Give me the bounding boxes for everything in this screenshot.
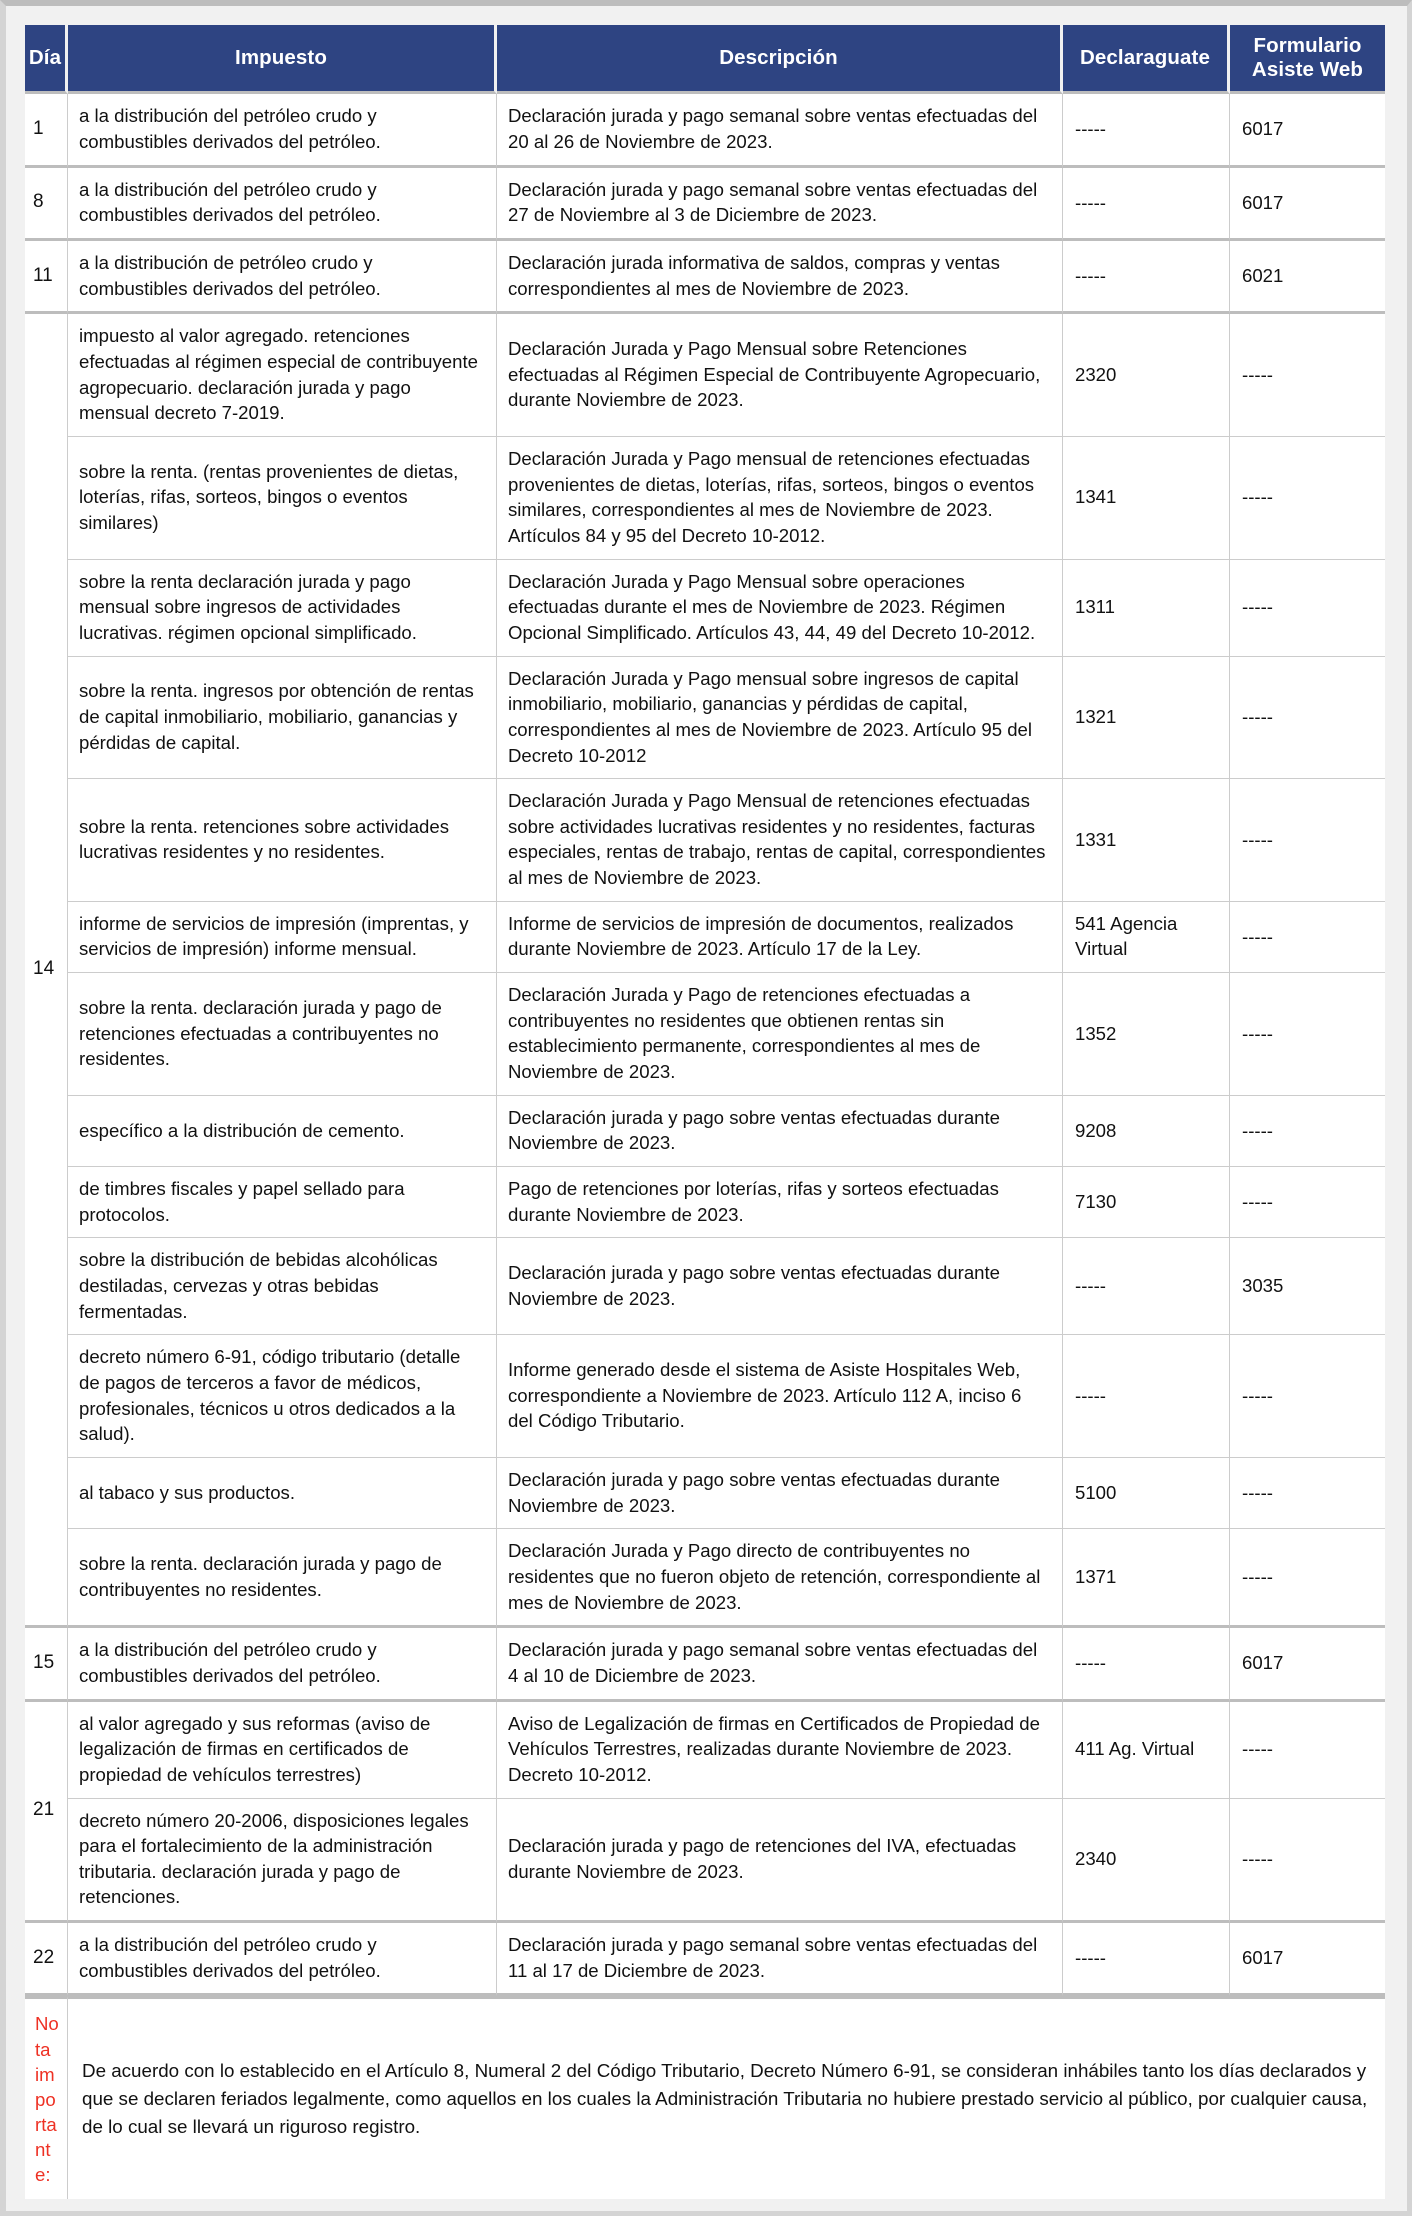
cell-declaraguate: ----- <box>1063 94 1230 167</box>
cell-impuesto: a la distribución del petróleo crudo y combustibles derivados del petróleo. <box>68 94 497 167</box>
cell-declaraguate: 541 Agencia Virtual <box>1063 902 1230 973</box>
cell-impuesto: sobre la renta. (rentas provenientes de dietas, loterías, rifas, sorteos, bingos o eventos similares) <box>68 437 497 560</box>
cell-descripcion: Declaración jurada y pago sobre ventas efectuadas durante Noviembre de 2023. <box>497 1458 1063 1529</box>
cell-formulario: 6021 <box>1230 241 1385 314</box>
table-row <box>25 241 1385 314</box>
column-header-dia: Día <box>25 25 68 94</box>
table-body <box>25 94 1385 2199</box>
cell-descripcion: Informe de servicios de impresión de documentos, realizados durante Noviembre de 2023. Artículo 17 de la Ley. <box>497 902 1063 973</box>
cell-declaraguate: 2320 <box>1063 314 1230 437</box>
page-inner <box>6 6 1407 2211</box>
tax-calendar-table <box>25 25 1385 2199</box>
cell-declaraguate: 1311 <box>1063 560 1230 657</box>
cell-formulario: 6017 <box>1230 1628 1385 1701</box>
cell-impuesto: impuesto al valor agregado. retenciones efectuadas al régimen especial de contribuyente agropecuario. declaración jurada y pago mensual decreto 7-2019. <box>68 314 497 437</box>
table-row <box>25 1335 1385 1458</box>
cell-formulario: ----- <box>1230 779 1385 902</box>
cell-declaraguate: ----- <box>1063 1628 1230 1701</box>
cell-impuesto: a la distribución de petróleo crudo y combustibles derivados del petróleo. <box>68 241 497 314</box>
cell-declaraguate: ----- <box>1063 241 1230 314</box>
header-row <box>25 25 1385 94</box>
cell-formulario: ----- <box>1230 973 1385 1096</box>
table-row <box>25 657 1385 780</box>
cell-formulario: ----- <box>1230 902 1385 973</box>
table-row <box>25 779 1385 902</box>
cell-impuesto: de timbres fiscales y papel sellado para protocolos. <box>68 1167 497 1238</box>
cell-formulario: ----- <box>1230 1458 1385 1529</box>
cell-declaraguate: 9208 <box>1063 1096 1230 1167</box>
table-row <box>25 1529 1385 1628</box>
column-header-declaraguate: Declaraguate <box>1063 25 1230 94</box>
cell-impuesto: informe de servicios de impresión (imprentas, y servicios de impresión) informe mensual. <box>68 902 497 973</box>
cell-formulario: 6017 <box>1230 94 1385 167</box>
table-row <box>25 1096 1385 1167</box>
cell-declaraguate: 1321 <box>1063 657 1230 780</box>
cell-formulario: ----- <box>1230 1702 1385 1799</box>
cell-formulario: ----- <box>1230 1529 1385 1628</box>
note-row <box>25 1996 1385 2199</box>
cell-impuesto: sobre la renta. declaración jurada y pago de retenciones efectuadas a contribuyentes no residentes. <box>68 973 497 1096</box>
cell-descripcion: Declaración jurada informativa de saldos, compras y ventas correspondientes al mes de Noviembre de 2023. <box>497 241 1063 314</box>
cell-formulario: ----- <box>1230 1799 1385 1924</box>
column-header-formulario-asiste-web: Formulario Asiste Web <box>1230 25 1385 94</box>
table-row <box>25 1167 1385 1238</box>
cell-impuesto: sobre la renta. ingresos por obtención de rentas de capital inmobiliario, mobiliario, ganancias y pérdidas de capital. <box>68 657 497 780</box>
cell-declaraguate: 1352 <box>1063 973 1230 1096</box>
cell-dia: 8 <box>25 168 68 241</box>
cell-impuesto: sobre la renta. retenciones sobre actividades lucrativas residentes y no residentes. <box>68 779 497 902</box>
note-label: Nota importante: <box>25 1996 68 2199</box>
cell-descripcion: Declaración jurada y pago de retenciones del IVA, efectuadas durante Noviembre de 2023. <box>497 1799 1063 1924</box>
cell-descripcion: Declaración Jurada y Pago directo de contribuyentes no residentes que no fueron objeto de retención, correspondiente al mes de Noviembre de 2023. <box>497 1529 1063 1628</box>
cell-descripcion: Pago de retenciones por loterías, rifas y sorteos efectuadas durante Noviembre de 2023. <box>497 1167 1063 1238</box>
cell-formulario: 6017 <box>1230 168 1385 241</box>
cell-descripcion: Declaración jurada y pago semanal sobre ventas efectuadas del 4 al 10 de Diciembre de 2023. <box>497 1628 1063 1701</box>
cell-formulario: ----- <box>1230 1167 1385 1238</box>
table-row <box>25 1238 1385 1335</box>
cell-impuesto: a la distribución del petróleo crudo y combustibles derivados del petróleo. <box>68 168 497 241</box>
table-row <box>25 314 1385 437</box>
table-header <box>25 25 1385 94</box>
cell-descripcion: Declaración jurada y pago semanal sobre ventas efectuadas del 11 al 17 de Diciembre de 2023. <box>497 1923 1063 1996</box>
table-row <box>25 1799 1385 1924</box>
cell-formulario: ----- <box>1230 1096 1385 1167</box>
cell-descripcion: Declaración jurada y pago sobre ventas efectuadas durante Noviembre de 2023. <box>497 1238 1063 1335</box>
cell-formulario: ----- <box>1230 437 1385 560</box>
table-row <box>25 94 1385 167</box>
table-row <box>25 902 1385 973</box>
note-text: De acuerdo con lo establecido en el Artículo 8, Numeral 2 del Código Tributario, Decreto Número 6-91, se consideran inhábiles tanto los días declarados y que se declaren feriados legalmente, como aquellos en los cuales la Administración Tributaria no hubiere prestado servicio al público, por cualquier causa, de lo cual se llevará un riguroso registro. <box>68 1996 1385 2199</box>
cell-dia: 14 <box>25 314 68 1628</box>
cell-descripcion: Declaración Jurada y Pago de retenciones efectuadas a contribuyentes no residentes que obtienen rentas sin establecimiento permanente, correspondientes al mes de Noviembre de 2023. <box>497 973 1063 1096</box>
cell-declaraguate: ----- <box>1063 1238 1230 1335</box>
table-row <box>25 1923 1385 1996</box>
cell-descripcion: Declaración Jurada y Pago mensual sobre ingresos de capital inmobiliario, mobiliario, ganancias y pérdidas de capital, correspondientes al mes de Noviembre de 2023. Artículo 95 del Decreto 10-2012 <box>497 657 1063 780</box>
cell-impuesto: específico a la distribución de cemento. <box>68 1096 497 1167</box>
cell-formulario: 6017 <box>1230 1923 1385 1996</box>
cell-dia: 11 <box>25 241 68 314</box>
cell-declaraguate: ----- <box>1063 1923 1230 1996</box>
table-row <box>25 973 1385 1096</box>
cell-formulario: ----- <box>1230 314 1385 437</box>
cell-impuesto: al valor agregado y sus reformas (aviso de legalización de firmas en certificados de propiedad de vehículos terrestres) <box>68 1702 497 1799</box>
cell-dia: 21 <box>25 1702 68 1924</box>
cell-descripcion: Informe generado desde el sistema de Asiste Hospitales Web, correspondiente a Noviembre de 2023. Artículo 112 A, inciso 6 del Código Tributario. <box>497 1335 1063 1458</box>
cell-formulario: ----- <box>1230 1335 1385 1458</box>
cell-formulario: ----- <box>1230 560 1385 657</box>
cell-declaraguate: 5100 <box>1063 1458 1230 1529</box>
cell-impuesto: al tabaco y sus productos. <box>68 1458 497 1529</box>
table-row <box>25 437 1385 560</box>
cell-descripcion: Declaración jurada y pago semanal sobre ventas efectuadas del 20 al 26 de Noviembre de 2023. <box>497 94 1063 167</box>
cell-declaraguate: 7130 <box>1063 1167 1230 1238</box>
cell-declaraguate: ----- <box>1063 168 1230 241</box>
cell-declaraguate: ----- <box>1063 1335 1230 1458</box>
cell-impuesto: a la distribución del petróleo crudo y combustibles derivados del petróleo. <box>68 1628 497 1701</box>
cell-impuesto: sobre la distribución de bebidas alcohólicas destiladas, cervezas y otras bebidas fermentadas. <box>68 1238 497 1335</box>
cell-descripcion: Declaración jurada y pago sobre ventas efectuadas durante Noviembre de 2023. <box>497 1096 1063 1167</box>
cell-impuesto: a la distribución del petróleo crudo y combustibles derivados del petróleo. <box>68 1923 497 1996</box>
cell-descripcion: Declaración Jurada y Pago mensual de retenciones efectuadas provenientes de dietas, loterías, rifas, sorteos, bingos o eventos similares, correspondientes al mes de Noviembre de 2023. Artículos 84 y 95 del Decreto 10-2012. <box>497 437 1063 560</box>
cell-declaraguate: 1371 <box>1063 1529 1230 1628</box>
table-row <box>25 560 1385 657</box>
cell-declaraguate: 1341 <box>1063 437 1230 560</box>
cell-formulario: 3035 <box>1230 1238 1385 1335</box>
table-row <box>25 1458 1385 1529</box>
table-row <box>25 1702 1385 1799</box>
cell-descripcion: Declaración Jurada y Pago Mensual de retenciones efectuadas sobre actividades lucrativas residentes y no residentes, facturas especiales, rentas de trabajo, rentas de capital, correspondientes al mes de Noviembre de 2023. <box>497 779 1063 902</box>
cell-descripcion: Declaración Jurada y Pago Mensual sobre Retenciones efectuadas al Régimen Especial de Contribuyente Agropecuario, durante Noviembre de 2023. <box>497 314 1063 437</box>
cell-impuesto: sobre la renta declaración jurada y pago mensual sobre ingresos de actividades lucrativas. régimen opcional simplificado. <box>68 560 497 657</box>
cell-impuesto: sobre la renta. declaración jurada y pago de contribuyentes no residentes. <box>68 1529 497 1628</box>
cell-dia: 1 <box>25 94 68 167</box>
cell-declaraguate: 1331 <box>1063 779 1230 902</box>
cell-declaraguate: 2340 <box>1063 1799 1230 1924</box>
table-row <box>25 1628 1385 1701</box>
column-header-impuesto: Impuesto <box>68 25 497 94</box>
column-header-descripcion: Descripción <box>497 25 1063 94</box>
cell-dia: 15 <box>25 1628 68 1701</box>
cell-impuesto: decreto número 6-91, código tributario (detalle de pagos de terceros a favor de médicos, profesionales, técnicos u otros dedicados a la salud). <box>68 1335 497 1458</box>
cell-impuesto: decreto número 20-2006, disposiciones legales para el fortalecimiento de la administración tributaria. declaración jurada y pago de retenciones. <box>68 1799 497 1924</box>
cell-declaraguate: 411 Ag. Virtual <box>1063 1702 1230 1799</box>
cell-descripcion: Declaración jurada y pago semanal sobre ventas efectuadas del 27 de Noviembre al 3 de Diciembre de 2023. <box>497 168 1063 241</box>
cell-descripcion: Declaración Jurada y Pago Mensual sobre operaciones efectuadas durante el mes de Noviembre de 2023. Régimen Opcional Simplificado. Artículos 43, 44, 49 del Decreto 10-2012. <box>497 560 1063 657</box>
cell-dia: 22 <box>25 1923 68 1996</box>
table-row <box>25 168 1385 241</box>
cell-descripcion: Aviso de Legalización de firmas en Certificados de Propiedad de Vehículos Terrestres, realizadas durante Noviembre de 2023. Decreto 10-2012. <box>497 1702 1063 1799</box>
cell-formulario: ----- <box>1230 657 1385 780</box>
